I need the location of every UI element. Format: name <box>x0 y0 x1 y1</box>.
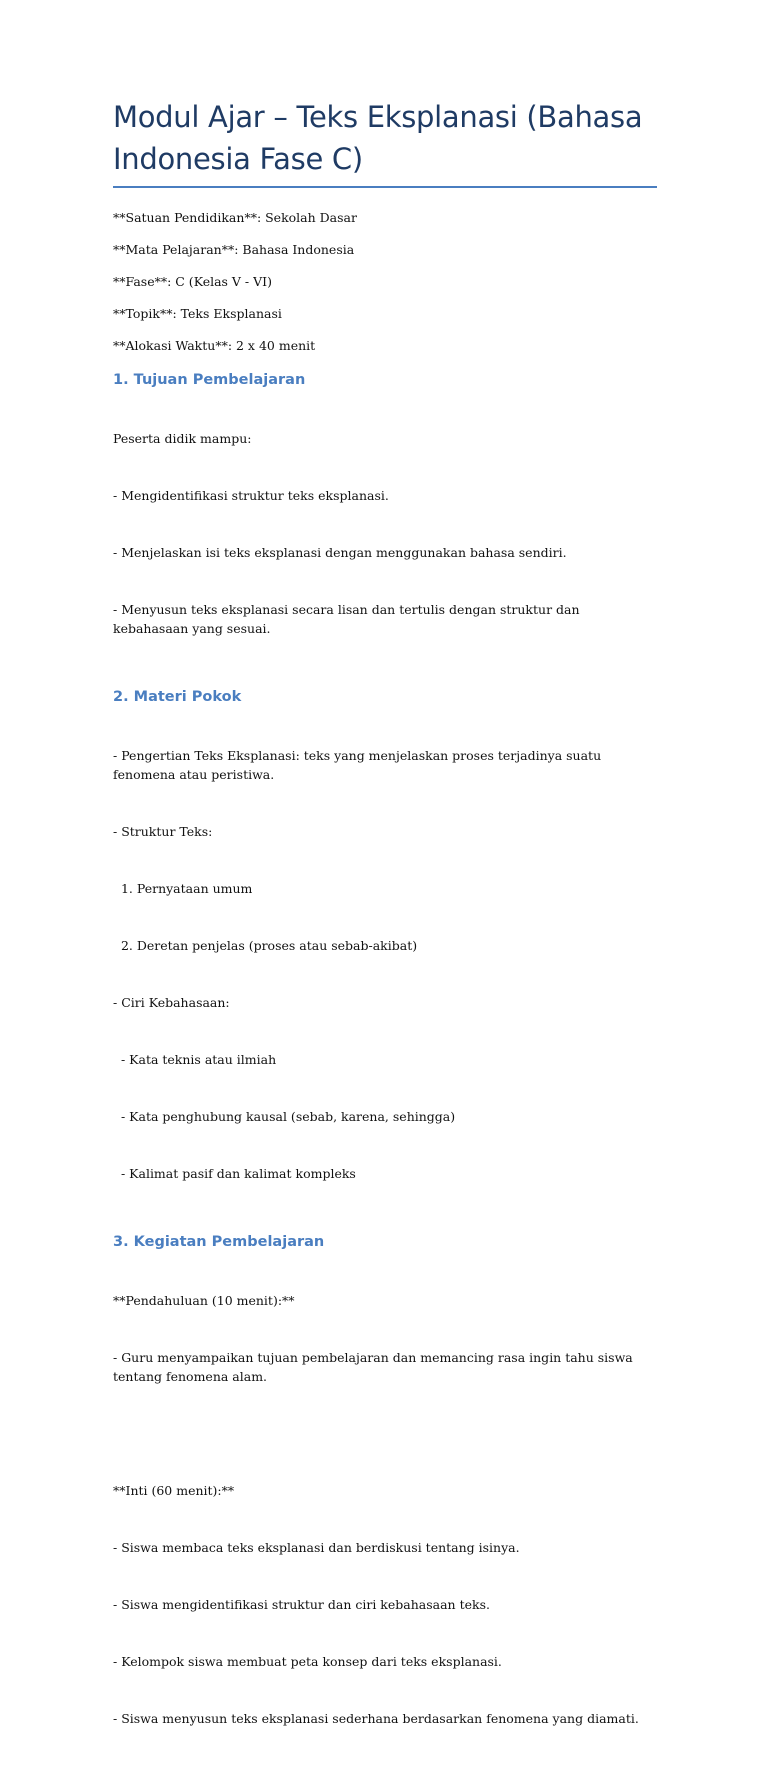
title-divider <box>113 186 657 188</box>
section-materi-pokok <box>113 686 657 1221</box>
body-line: **Pendahuluan (10 menit):** <box>113 1293 295 1308</box>
meta-alokasi-waktu: **Alokasi Waktu**: 2 x 40 menit <box>113 338 316 353</box>
body-line: Peserta didik mampu: <box>113 431 252 446</box>
body-line: - Kata teknis atau ilmiah <box>113 1052 277 1067</box>
body-line: - Siswa menyusun teks eksplanasi sederhana berdasarkan fenomena yang diamati. <box>113 1711 639 1726</box>
body-line: - Guru menyampaikan tujuan pembelajaran dan memancing rasa ingin tahu siswa tentang fenomena alam. <box>113 1350 637 1384</box>
meta-mata-pelajaran: **Mata Pelajaran**: Bahasa Indonesia <box>113 242 355 257</box>
section-body <box>113 391 657 676</box>
page-title: Modul Ajar – Teks Eksplanasi (Bahasa Indonesia Fase C) <box>113 100 643 176</box>
body-line: - Ciri Kebahasaan: <box>113 995 230 1010</box>
meta-satuan-pendidikan: **Satuan Pendidikan**: Sekolah Dasar <box>113 210 357 225</box>
section-body <box>113 708 657 1221</box>
section-kegiatan-pembelajaran <box>113 1231 657 1766</box>
body-line: - Siswa mengidentifikasi struktur dan ciri kebahasaan teks. <box>113 1597 490 1612</box>
body-line: - Mengidentifikasi struktur teks eksplanasi. <box>113 488 389 503</box>
body-line: - Kalimat pasif dan kalimat kompleks <box>113 1166 356 1181</box>
body-line: - Siswa membaca teks eksplanasi dan berdiskusi tentang isinya. <box>113 1540 520 1555</box>
body-line: 2. Deretan penjelas (proses atau sebab-akibat) <box>113 938 418 953</box>
section-heading: 2. Materi Pokok <box>113 689 242 705</box>
section-heading: 1. Tujuan Pembelajaran <box>113 372 306 388</box>
section-heading: 3. Kegiatan Pembelajaran <box>113 1234 325 1250</box>
document-page <box>113 96 657 1776</box>
body-line: - Menjelaskan isi teks eksplanasi dengan menggunakan bahasa sendiri. <box>113 545 567 560</box>
blank-line <box>113 1424 657 1443</box>
body-line: - Struktur Teks: <box>113 824 213 839</box>
body-line: - Menyusun teks eksplanasi secara lisan dan tertulis dengan struktur dan kebahasaan yang sesuai. <box>113 602 584 636</box>
section-tujuan-pembelajaran <box>113 369 657 676</box>
body-line: - Kelompok siswa membuat peta konsep dari teks eksplanasi. <box>113 1654 502 1669</box>
body-line: - Pengertian Teks Eksplanasi: teks yang menjelaskan proses terjadinya suatu fenomena atau peristiwa. <box>113 748 606 782</box>
section-body <box>113 1253 657 1766</box>
body-line: - Kata penghubung kausal (sebab, karena, sehingga) <box>113 1109 456 1124</box>
meta-fase: **Fase**: C (Kelas V - VI) <box>113 274 272 289</box>
meta-topik: **Topik**: Teks Eksplanasi <box>113 306 282 321</box>
body-line: 1. Pernyataan umum <box>113 881 253 896</box>
body-line: **Inti (60 menit):** <box>113 1483 235 1498</box>
